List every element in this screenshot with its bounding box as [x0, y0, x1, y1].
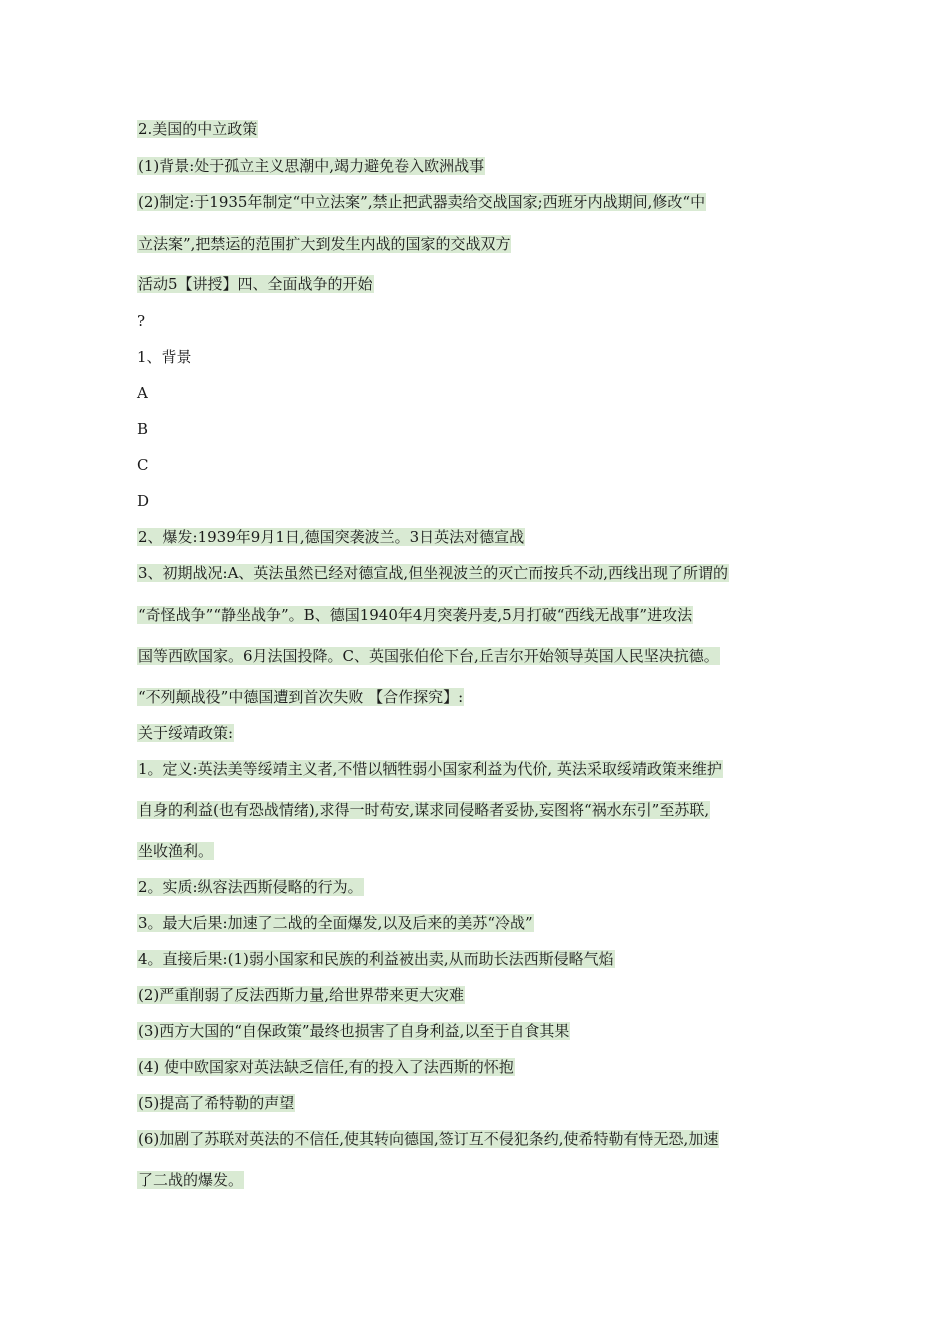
- text-line: (2)严重削弱了反法西斯力量,给世界带来更大灾难: [138, 986, 465, 1004]
- text-line: “奇怪战争”“静坐战争”。B、德国1940年4月突袭丹麦,5月打破“西线无战事”进攻法: [138, 606, 693, 624]
- text-line: (2)制定:于1935年制定“中立法案”,禁止把武器卖给交战国家;西班牙内战期间,修改“中: [138, 193, 706, 211]
- list-item: A: [137, 384, 148, 402]
- text-line: 2、爆发:1939年9月1日,德国突袭波兰。3日英法对德宣战: [138, 528, 525, 546]
- text-line: 3。最大后果:加速了二战的全面爆发,以及后来的美苏“冷战”: [138, 914, 533, 932]
- text-line: 1。定义:英法美等绥靖主义者,不惜以牺牲弱小国家利益为代价, 英法采取绥靖政策来维护: [138, 760, 722, 778]
- activity-heading: 活动5【讲授】四、全面战争的开始: [138, 275, 373, 293]
- subheading-background: 1、背景: [137, 348, 192, 366]
- text-line: (1)背景:处于孤立主义思潮中,竭力避免卷入欧洲战事: [138, 157, 485, 175]
- subheading-appeasement: 关于绥靖政策:: [138, 724, 234, 742]
- text-line: 立法案”,把禁运的范围扩大到发生内战的国家的交战双方: [138, 235, 511, 253]
- text-line: 4。直接后果:(1)弱小国家和民族的利益被出卖,从而助长法西斯侵略气焰: [138, 950, 614, 968]
- text-line: (4) 使中欧国家对英法缺乏信任,有的投入了法西斯的怀抱: [138, 1058, 514, 1076]
- text-line: (5)提高了希特勒的声望: [138, 1094, 295, 1112]
- list-item: B: [137, 420, 149, 438]
- section-heading-us-neutrality: 2.美国的中立政策: [138, 120, 258, 138]
- text-line: 国等西欧国家。6月法国投降。C、英国张伯伦下台,丘吉尔开始领导英国人民坚决抗德。: [138, 647, 719, 665]
- text-line: (6)加剧了苏联对英法的不信任,使其转向德国,签订互不侵犯条约,使希特勒有恃无恐,加速: [138, 1130, 719, 1148]
- text-line: 坐收渔利。: [138, 842, 214, 860]
- text-line: 2。实质:纵容法西斯侵略的行为。: [138, 878, 363, 896]
- text-line: (3)西方大国的“自保政策”最终也损害了自身利益,以至于自食其果: [138, 1022, 570, 1040]
- text-line: 3、初期战况:A、英法虽然已经对德宣战,但坐视波兰的灭亡而按兵不动,西线出现了所谓的: [138, 564, 728, 582]
- list-item: C: [137, 456, 149, 474]
- text-line: 自身的利益(也有恐战情绪),求得一时苟安,谋求同侵略者妥协,妄图将“祸水东引”至苏联,: [138, 801, 710, 819]
- text-line: 了二战的爆发。: [138, 1171, 244, 1189]
- text-line: “不列颠战役”中德国遭到首次失败 【合作探究】:: [138, 688, 464, 706]
- text-line: ?: [137, 312, 146, 330]
- list-item: D: [137, 492, 150, 510]
